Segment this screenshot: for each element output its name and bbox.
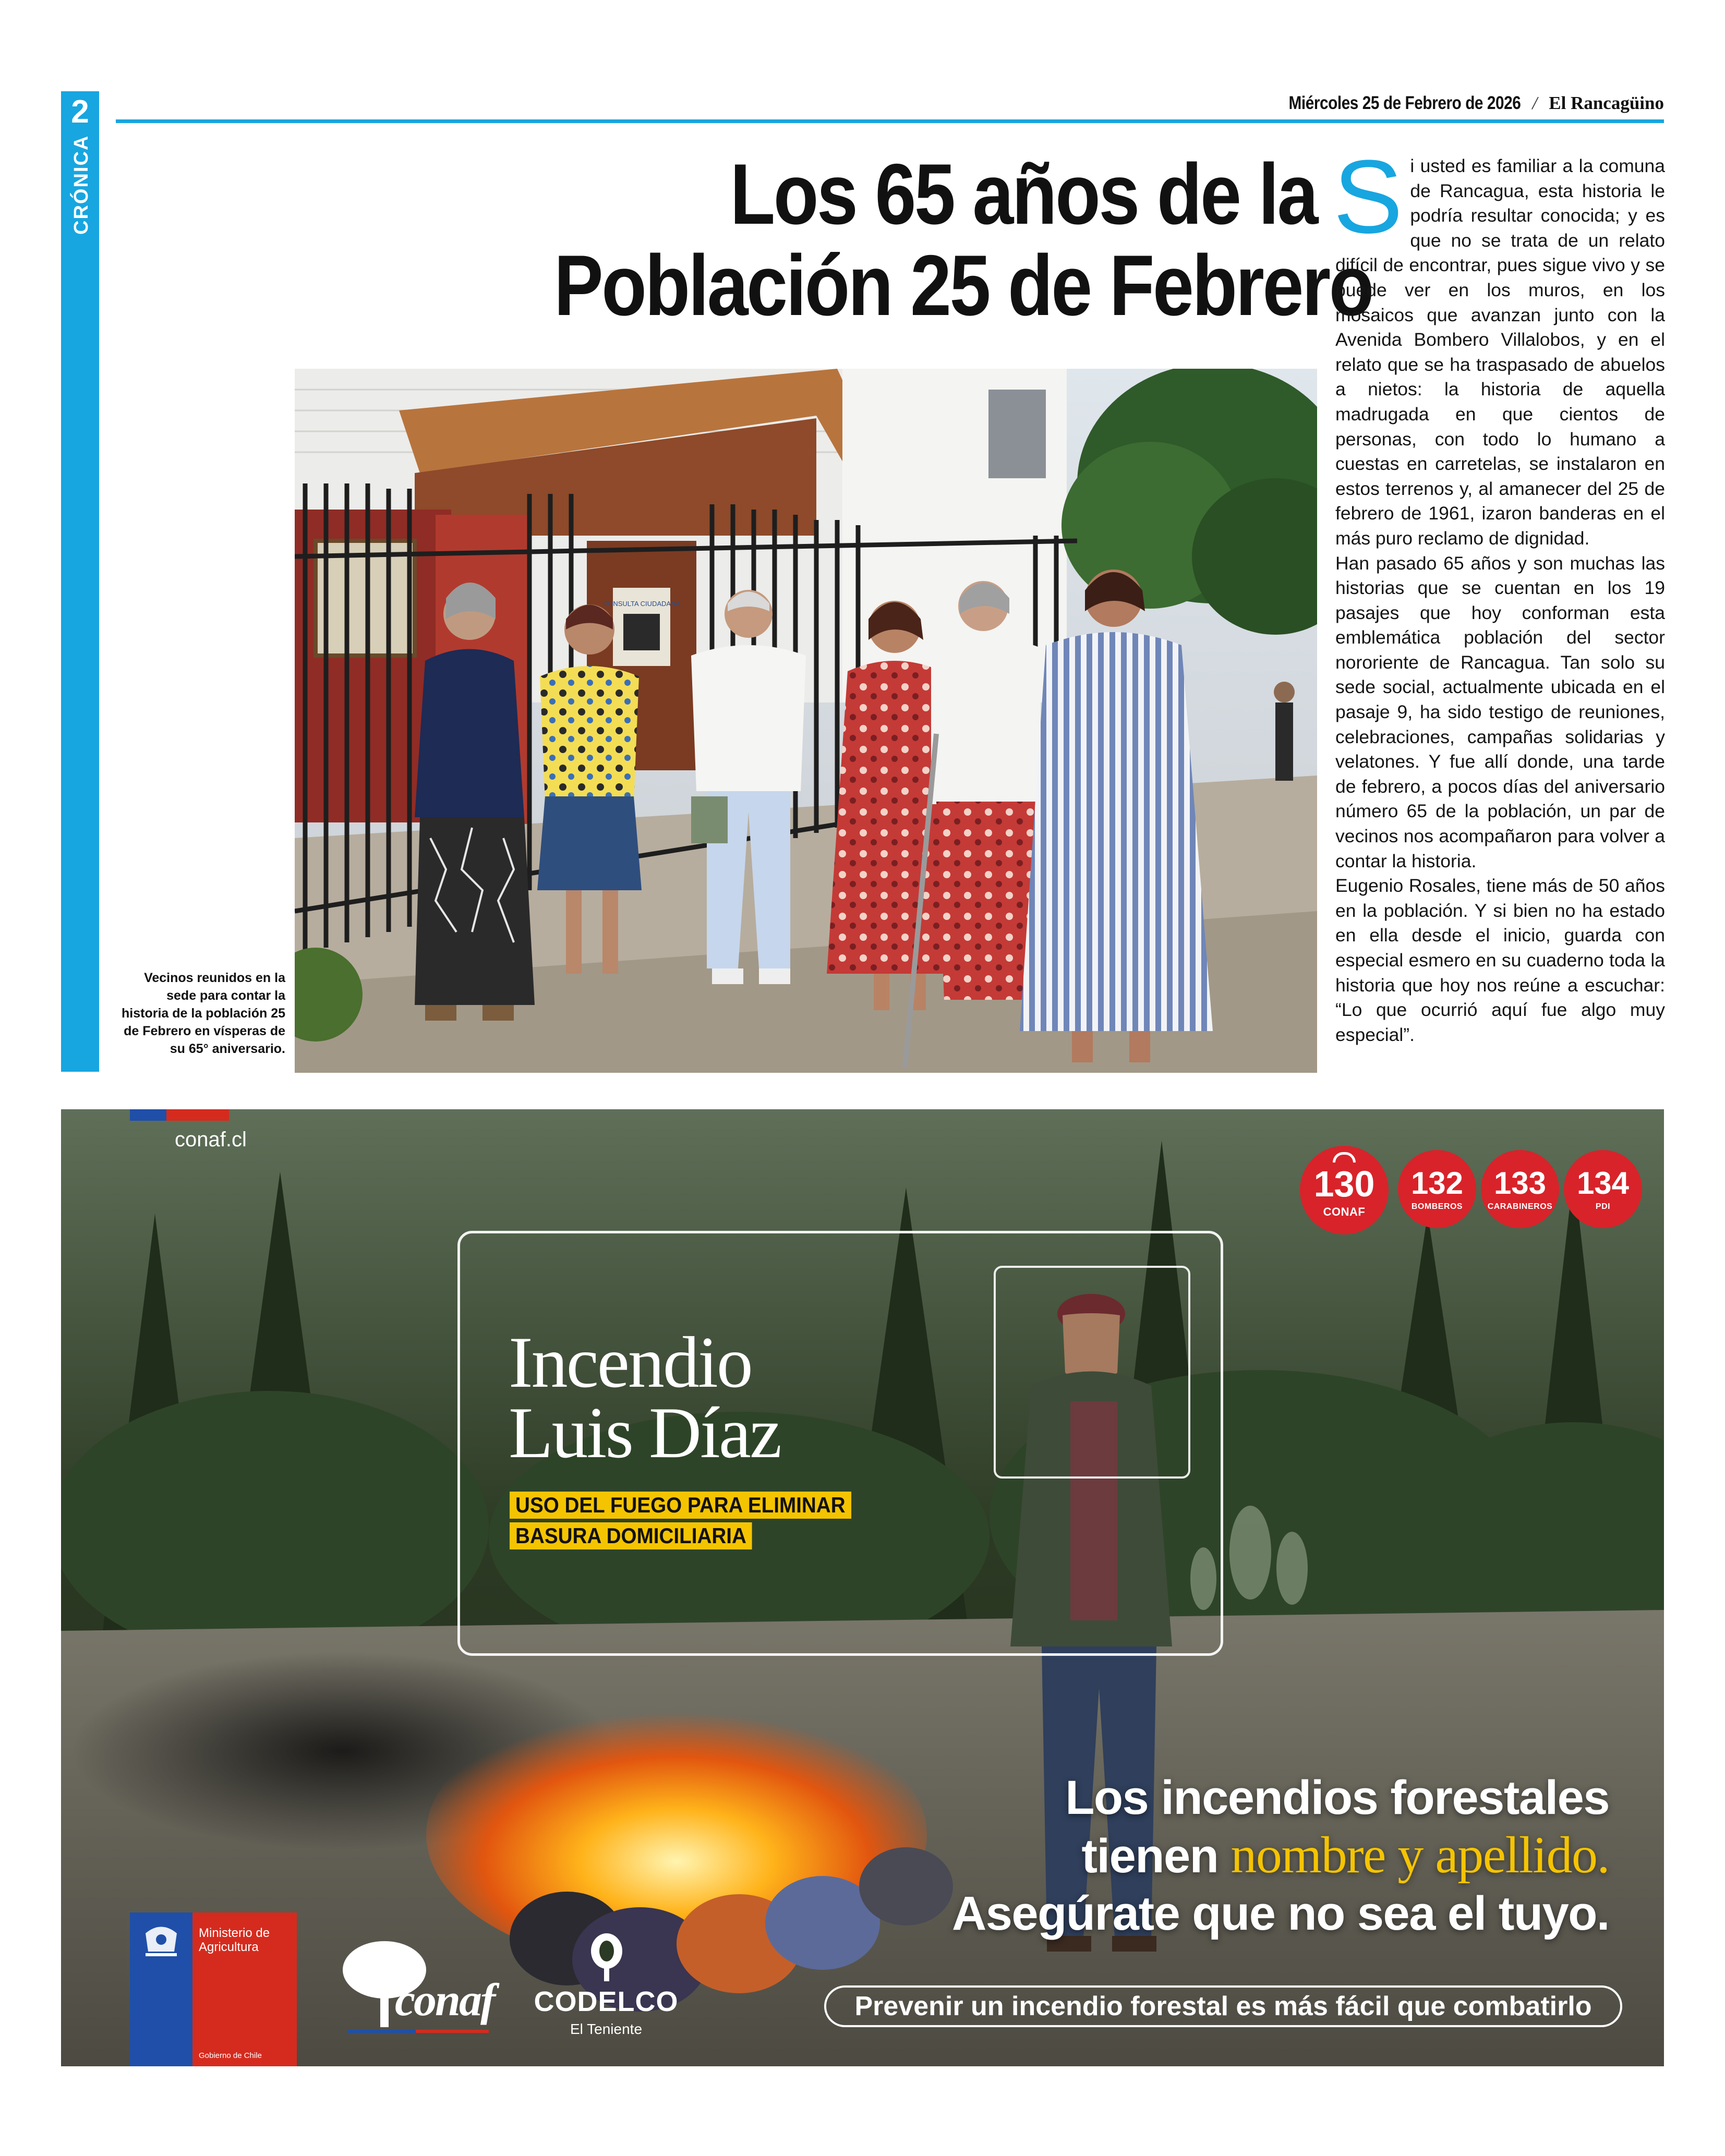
article-body bbox=[1333, 139, 1665, 1047]
emergency-number: 130 bbox=[1313, 1164, 1375, 1204]
article-headline bbox=[430, 146, 1372, 333]
emergency-label: CARABINEROS bbox=[1487, 1202, 1553, 1211]
codelco-name: CODELCO bbox=[534, 1986, 679, 2017]
codelco-logo bbox=[533, 1928, 679, 2043]
codelco-mark-icon bbox=[589, 1932, 624, 1982]
ministry-name: Ministerio de Agricultura bbox=[199, 1926, 270, 1954]
page-header bbox=[1248, 93, 1664, 114]
ad-slogan bbox=[952, 1769, 1609, 1942]
photo-sign-text: CONSULTA CIUDADANA bbox=[602, 600, 681, 608]
article-paragraph-3: Eugenio Rosales, tiene más de 50 años en la población. Y si bien no ha estado en ella desde el inicio, guarda con especial esmero en su cuaderno toda la historia que hoy nos reúne a escuchar: “Lo que ocurrió aquí fue algo muy especial”. bbox=[1335, 875, 1665, 1045]
emergency-132-badge bbox=[1398, 1150, 1476, 1228]
coat-of-arms-icon bbox=[140, 1923, 182, 1959]
slogan-line-3: Asegúrate que no sea el tuyo. bbox=[951, 1887, 1609, 1940]
page-number: 2 bbox=[71, 94, 89, 130]
ad-title-line-2: Luis Díaz bbox=[509, 1392, 781, 1473]
phone-icon bbox=[1333, 1152, 1356, 1162]
emergency-number: 132 bbox=[1410, 1166, 1464, 1201]
ad-tag-line-1: USO DEL FUEGO PARA ELIMINAR bbox=[510, 1492, 851, 1519]
emergency-label: BOMBEROS bbox=[1411, 1202, 1463, 1211]
emergency-number: 133 bbox=[1493, 1166, 1547, 1201]
emergency-133-badge bbox=[1481, 1150, 1559, 1228]
emergency-label: PDI bbox=[1595, 1202, 1611, 1211]
emergency-130-badge bbox=[1300, 1146, 1389, 1234]
article-paragraph-2: Han pasado 65 años y son muchas las historias que se cuentan en los 19 pasajes que hoy conforman esta emblemática población del sector nororiente de Rancagua. Tan solo su sede social, actualmente ubicada en el pasaje 9, ha sido testigo de reuniones, celebraciones, campañas solidarias y velatones. Y fue allí donde, una tarde de febrero, a pocos días del aniversario número 65 de la población, un par de vecinos nos acompañaron para volver a contar la historia. bbox=[1335, 552, 1665, 871]
drop-cap: S bbox=[1333, 139, 1403, 255]
ad-title-line-1: Incendio bbox=[509, 1322, 752, 1403]
ministry-logo bbox=[130, 1912, 297, 2066]
emergency-number: 134 bbox=[1576, 1166, 1630, 1201]
chile-flag-strip bbox=[130, 1109, 229, 1121]
ad-tag-line-2: BASURA DOMICILIARIA bbox=[510, 1522, 752, 1549]
paragraph-1-text: i usted es familiar a la comuna de Rancagua, esta historia le podría resultar conocida; y es que no se trata de un relato difícil de encontrar, pues sigue vivo y se puede ver en los muros, en los mosaicos que avanzan junto con la Avenida Bombero Villalobos, y en el relato que se ha traspasado de abuelos a nietos: la historia de aquella madrugada en que cientos de personas, con todo lo humano a cuestas en carretelas, se instalaron en estos terrenos y, al amanecer del 25 de febrero de 1961, izaron banderas en el más puro reclamo de dignidad. bbox=[1335, 155, 1665, 549]
issue-date: Miércoles 25 de Febrero de 2026 bbox=[1288, 93, 1521, 113]
article-photo bbox=[295, 369, 1317, 1073]
government-label: Gobierno de Chile bbox=[199, 2051, 262, 2060]
slogan-highlight: nombre y apellido. bbox=[1231, 1826, 1609, 1884]
ad-face-frame bbox=[994, 1266, 1190, 1479]
conaf-website[interactable]: conaf.cl bbox=[175, 1128, 247, 1151]
header-separator: / bbox=[1532, 93, 1538, 113]
conaf-logo-text: conaf bbox=[395, 1975, 494, 2026]
emergency-label: CONAF bbox=[1323, 1205, 1366, 1218]
conaf-advertisement bbox=[61, 1109, 1664, 2066]
photo-neighbors-illustration bbox=[295, 369, 1317, 1073]
slogan-line-1: Los incendios forestales bbox=[1065, 1771, 1609, 1824]
section-label: CRÓNICA bbox=[70, 135, 92, 235]
newspaper-name: El Rancagüino bbox=[1549, 93, 1664, 113]
headline-line-2: Población 25 de Febrero bbox=[554, 237, 1372, 333]
article-paragraph-1 bbox=[1333, 139, 1665, 551]
codelco-division: El Teniente bbox=[570, 2021, 643, 2037]
ad-cta-pill: Prevenir un incendio forestal es más fácil que combatirlo bbox=[824, 1985, 1622, 2027]
emergency-134-badge bbox=[1564, 1150, 1642, 1228]
ad-title bbox=[509, 1322, 781, 1473]
section-color-bar bbox=[61, 91, 99, 1072]
slogan-line-2 bbox=[952, 1826, 1609, 1885]
header-rule bbox=[116, 119, 1664, 123]
slogan-line-2-pre: tienen bbox=[1081, 1830, 1231, 1883]
headline-line-1: Los 65 años de la bbox=[730, 146, 1317, 242]
photo-caption: Vecinos reunidos en la sede para contar la historia de la población 25 de Febrero en vísperas de su 65° aniversario. bbox=[122, 971, 285, 1056]
